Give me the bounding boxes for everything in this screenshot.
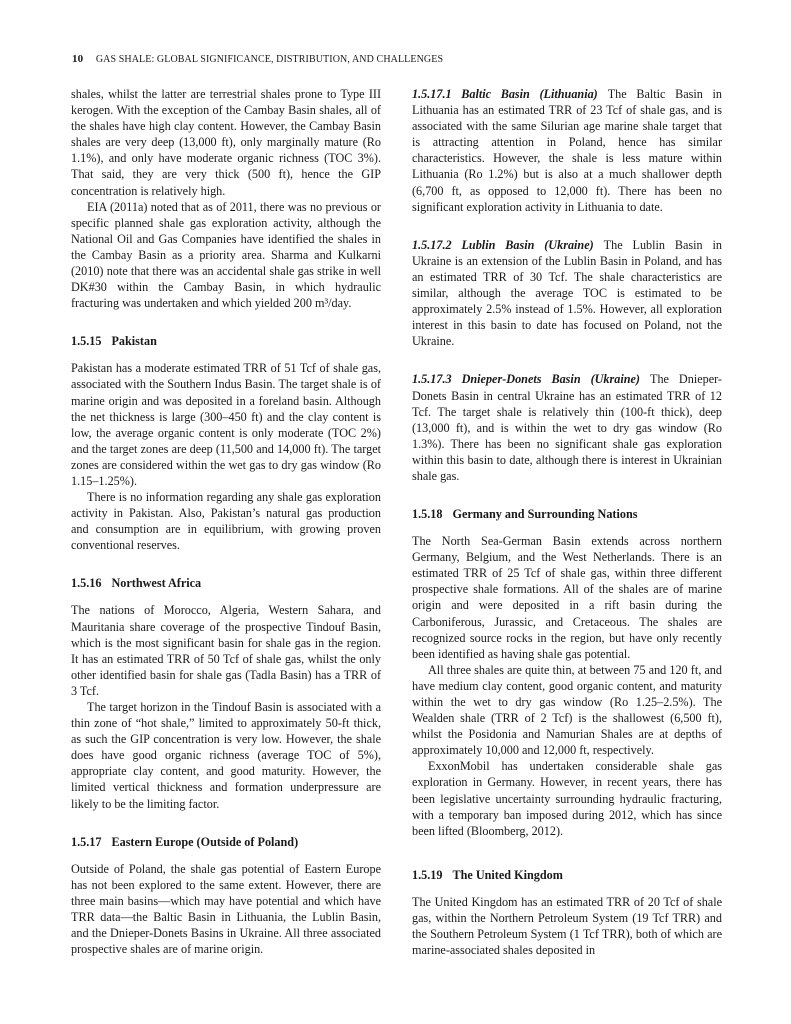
paragraph: The target horizon in the Tindouf Basin is associated with a thin zone of “hot shale,” limited to approximately 50-ft thick, as such the GIP concentration is very low. However, the shale does have good organic richness (average TOC of 5%), appropriate clay content, and good maturity. However, the limited vertical thickness and formation underpressure are likely to be the limiting factor. <box>71 700 381 811</box>
subsection-1-5-17-3 <box>412 371 722 484</box>
section-heading-1-5-19 <box>412 867 722 883</box>
section-heading-1-5-16 <box>71 575 381 591</box>
section-number: 1.5.15 <box>71 334 102 349</box>
paragraph: EIA (2011a) noted that as of 2011, there was no previous or specific planned shale gas exploration activity, although the National Oil and Gas Companies have identified the shales in the Cambay Basin as a priority area. Sharma and Kulkarni (2010) note that there was an accidental shale gas strike in well DK#30 within the Cambay Basin, in which hydraulic fracturing was undertaken and which yielded 200 m³/day. <box>71 199 381 311</box>
subsection-text: The Dnieper-Donets Basin in central Ukraine has an estimated TRR of 12 Tcf. The target shale is relatively thin (100-ft thick), deep (13,000 ft), and is within the wet to dry gas window (Ro 1.3%). There has been no significant shale gas exploration within this basin to date, although there is interest in Ukrainian shale gas. <box>412 372 722 483</box>
paragraph: The United Kingdom has an estimated TRR of 20 Tcf of shale gas, within the Northern Petroleum System (19 Tcf TRR) and the Southern Petroleum System (1 Tcf TRR), both of which are marine-associated shales deposited in <box>412 894 722 958</box>
running-title: GAS SHALE: GLOBAL SIGNIFICANCE, DISTRIBUTION, AND CHALLENGES <box>95 54 444 65</box>
subsection-1-5-17-2 <box>412 237 722 350</box>
paragraph: Pakistan has a moderate estimated TRR of 51 Tcf of shale gas, associated with the Southern Indus Basin. The target shale is of marine origin and was deposited in a foreland basin. Although the net thickness is large (300–450 ft) and the clay content is low, the average organic content is only moderate (TOC 2%) and the target zones are deep (11,500 and 14,000 ft). The target zones are considered within the wet gas to dry gas window (Ro 1.15–1.25%). <box>71 361 381 488</box>
section-heading-1-5-15 <box>71 333 381 349</box>
paragraph: All three shales are quite thin, at between 75 and 120 ft, and have medium clay content, good organic content, and maturity within the wet to dry gas window (Ro 1.25–2.5%). The Wealden shale (TRR of 2 Tcf) is the shallowest (6,500 ft), whilst the Posidonia and Namurian Shales are at depths of approximately 10,000 and 12,000 ft, respectively. <box>412 662 722 758</box>
section-heading-1-5-18 <box>412 506 722 522</box>
paragraph: ExxonMobil has undertaken considerable shale gas exploration in Germany. However, in recent years, there has been legislative uncertainty surrounding hydraulic fracturing, with a temporary ban imposed during 2012, which has since been lifted (Bloomberg, 2012). <box>412 759 722 838</box>
subsection-label: 1.5.17.1 Baltic Basin (Lithuania) <box>412 87 598 101</box>
section-number: 1.5.18 <box>412 507 443 522</box>
section-number: 1.5.17 <box>71 834 102 849</box>
section-number: 1.5.16 <box>71 576 102 591</box>
section-title: Northwest Africa <box>111 576 202 591</box>
paragraph: Outside of Poland, the shale gas potential of Eastern Europe has not been explored to the same extent. However, there are three main basins—which may have potential and which have TRR data—the Baltic Basin in Lithuania, the Lublin Basin, and the Dnieper-Donets Basins in Ukraine. All three associated prospective shales are of marine origin. <box>71 861 381 957</box>
subsection-1-5-17-1 <box>412 86 722 215</box>
left-column <box>71 86 381 957</box>
section-title: The United Kingdom <box>452 867 563 882</box>
running-header <box>72 53 722 69</box>
section-title: Pakistan <box>111 334 157 349</box>
right-column <box>412 86 722 958</box>
paragraph: shales, whilst the latter are terrestrial shales prone to Type III kerogen. With the exception of the Cambay Basin shales, all of the shales have high clay content. However, the Cambay Basin shales are very deep (13,000 ft), only marginally mature (Ro 1.1%), and only have moderate organic richness (TOC 3%). That said, they are very thick (500 ft), hence the GIP concentration is relatively high. <box>71 87 381 198</box>
section-heading-1-5-17 <box>71 834 381 850</box>
subsection-text: The Lublin Basin in Ukraine is an extension of the Lublin Basin in Poland, and has an estimated TRR of 30 Tcf. The shale characteristics are similar, although the average TOC is estimated to be approximately 2.5% instead of 1.5%. However, all exploration interest in this basin to date has focused on Poland, not the Ukraine. <box>412 237 722 349</box>
section-title: Germany and Surrounding Nations <box>452 507 638 522</box>
subsection-label: 1.5.17.3 Dnieper-Donets Basin (Ukraine) <box>412 372 640 387</box>
paragraph: There is no information regarding any shale gas exploration activity in Pakistan. Also, Pakistan’s natural gas production and consumption are in equilibrium, with growing proven conventional reserves. <box>71 490 381 553</box>
paragraph: The North Sea-German Basin extends across northern Germany, Belgium, and the West Netherlands. There is an estimated TRR of 25 Tcf of shale gas, within three different prospective shale formations. All of the shales are of marine origin and were deposited in a rift basin during the Carboniferous, Jurassic, and Cretaceous. The shales are recognized source rocks in the region, but have only recently been identified as having shale gas potential. <box>412 534 722 661</box>
section-number: 1.5.19 <box>412 867 443 882</box>
subsection-label: 1.5.17.2 Lublin Basin (Ukraine) <box>412 237 594 252</box>
paragraph: The nations of Morocco, Algeria, Western Sahara, and Mauritania share coverage of the prospective Tindouf Basin, which is the most significant basin for shale gas in the region. It has an estimated TRR of 50 Tcf of shale gas, whilst the only other identified basin for shale gas (Tadla Basin) has a TRR of 3 Tcf. <box>71 603 381 698</box>
section-title: Eastern Europe (Outside of Poland) <box>111 834 299 849</box>
subsection-text: The Baltic Basin in Lithuania has an estimated TRR of 23 Tcf of shale gas, and is associated with the same Silurian age marine shale target that is attracting attention in Poland, hence has similar characteristics. However, the shale is less mature within Lithuania (Ro 1.2%) but is also at a much shallower depth (6,700 ft, as opposed to 12,000 ft). There has been no significant exploration activity in Lithuania to date. <box>412 87 722 214</box>
page-number: 10 <box>72 53 84 65</box>
